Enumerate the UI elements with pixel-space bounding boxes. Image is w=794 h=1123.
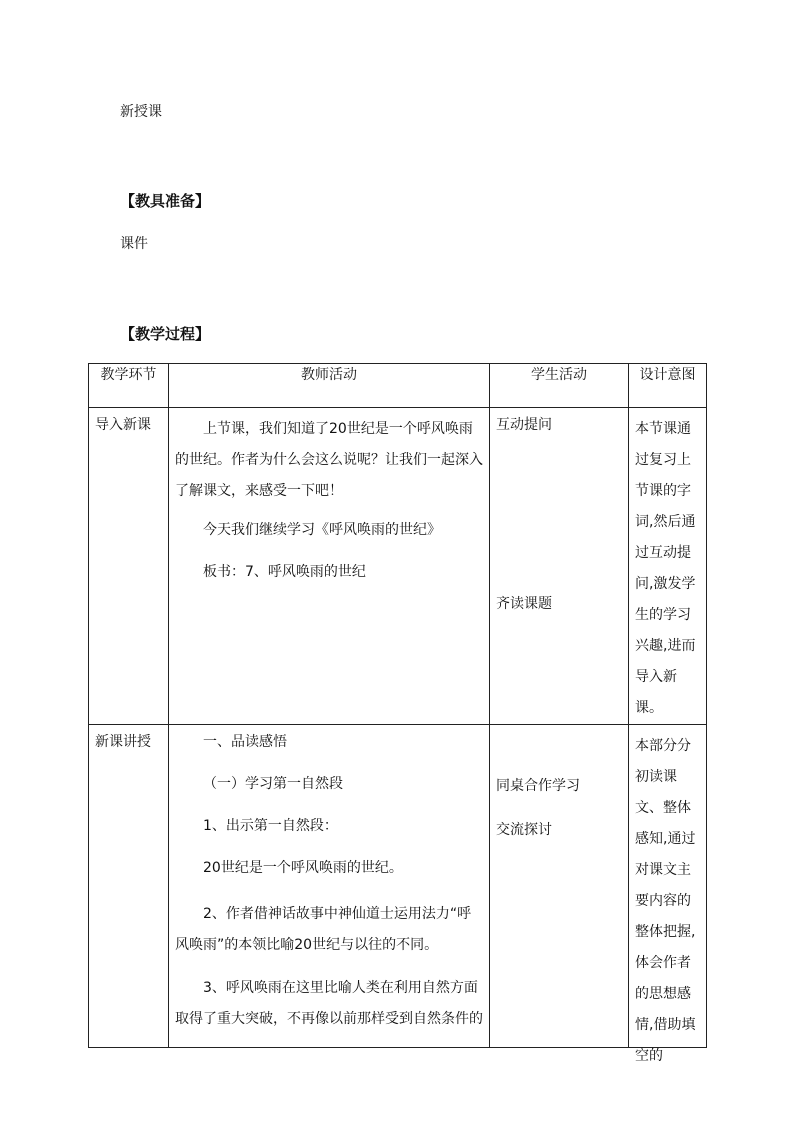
table-header-row: [89, 364, 707, 408]
design-cell: 本节课通过复习上节课的字词,然后通过互动提问,激发学生的学习兴趣,进而导入新课。: [629, 408, 707, 725]
teacher-text: 板书：7、呼风唤雨的世纪: [203, 564, 366, 580]
lesson-type: 新授课: [120, 104, 162, 120]
lesson-process-table: [88, 363, 707, 1064]
stage-cell: 新课讲授: [89, 725, 169, 1048]
table-row: [89, 408, 707, 725]
header-design: 设计意图: [629, 364, 707, 408]
teacher-text: 2、作者借神话故事中神仙道士运用法力“呼风唤雨”的本领比喻20世纪与以往的不同。: [175, 906, 472, 953]
student-activity: 齐读课题: [496, 596, 552, 612]
teacher-text: 20世纪是一个呼风唤雨的世纪。: [203, 860, 403, 876]
teacher-text: 上节课，我们知道了20世纪是一个呼风唤雨的世纪。作者为什么会这么说呢？让我们一起深入了解课文，来感受一下吧！: [175, 421, 483, 499]
design-cell: [629, 725, 707, 1064]
student-activity: 同桌合作学习: [496, 778, 580, 794]
student-activity: 交流探讨: [496, 822, 552, 838]
teacher-text: 1、出示第一自然段：: [203, 818, 338, 834]
student-cell: [490, 408, 629, 725]
process-heading: 【教学过程】: [120, 325, 211, 343]
teacher-text: 3、呼风唤雨在这里比喻人类在利用自然方面取得了重大突破，不再像以前那样受到自然条件的: [175, 980, 483, 1027]
header-teacher: 教师活动: [169, 364, 490, 408]
tools-heading: 【教具准备】: [120, 192, 211, 210]
design-text: 本部分分初读课文、整体感知,通过对课文主要内容的整体把握,体会作者的思想感情,借助填空的: [635, 738, 696, 1064]
stage-cell: 导入新课: [89, 408, 169, 725]
table-row: [89, 725, 707, 1048]
teacher-cell: [169, 408, 490, 725]
teacher-text: 今天我们继续学习《呼风唤雨的世纪》: [203, 522, 441, 538]
student-activity: 互动提问: [496, 417, 552, 433]
student-cell: [490, 725, 629, 1048]
header-student: 学生活动: [490, 364, 629, 408]
header-stage: 教学环节: [89, 364, 169, 408]
teacher-text: 一、品读感悟: [203, 734, 287, 750]
tools-value: 课件: [120, 236, 148, 252]
teacher-cell: [169, 725, 490, 1048]
teacher-text: （一）学习第一自然段: [203, 776, 343, 792]
